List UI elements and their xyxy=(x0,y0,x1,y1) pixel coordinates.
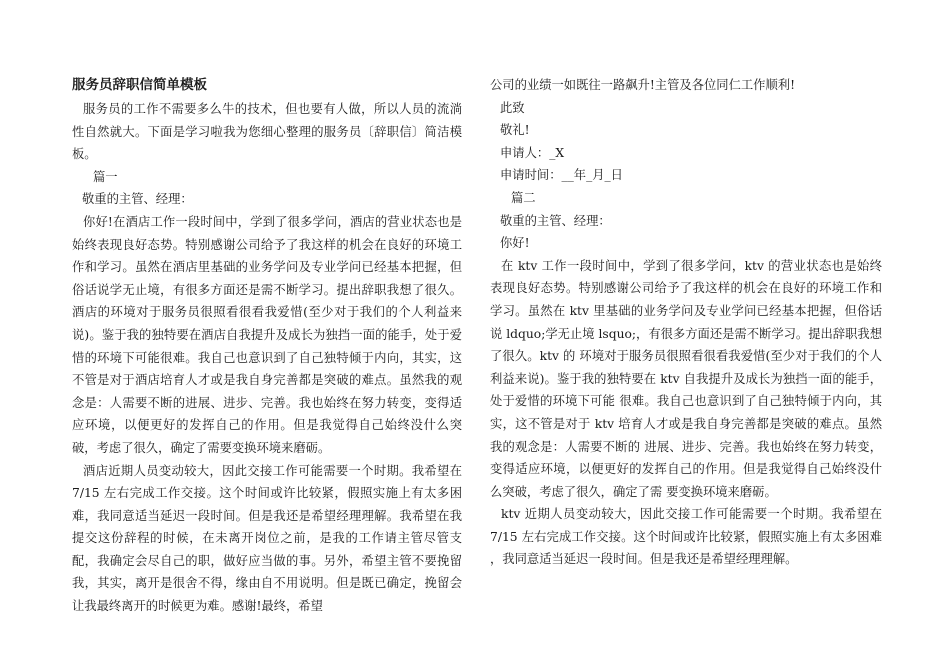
section-heading-1: 篇一 xyxy=(93,169,118,184)
date-line: 申请时间：__年_月_日 xyxy=(500,168,623,183)
salutation-2: 敬重的主管、经理： xyxy=(500,213,611,228)
letter2-paragraph-2: ktv 近期人员变动较大，因此交接工作可能需要一个时期。我希望在 7/15 左右完成工作交接。这个时间或许比较紧，假照实施上有太多困难 ，我同意适当延迟一段时间。但是我还是希望经理理解。 xyxy=(490,507,882,567)
intro-paragraph: 服务员的工作不需要多么牛的技术，但也要有人做，所以人员的流淌性自然就大。下面是学习啦我为您细心整理的服务员〔辞职信〕简洁模板。 xyxy=(72,102,462,162)
letter1-paragraph-end: 公司的业绩一如既往一路飙升!主管及各位同仁工作顺利! xyxy=(490,78,796,92)
letter2-paragraph-1: 在 ktv 工作一段时间中，学到了很多学问，ktv 的营业状态也是始终表现良好态势。特别感谢公司给予了我这样的机会在良好的环境工作和 学习。虽然在 ktv 里基础的业务学问及专业学问已经基本把握，但俗话说 ldquo;学无止境 lsquo;，有很多方面还是需不断学习。提出辞职我想了很久。ktv 的 环境对于服务员很照看很看我爱惜(至少对于我们的个人利益来说)。鉴于我的独特要在 ktv 自我提升及成长为独挡一面的能手，处于爱惜的环境下可能 很难。我自己也意识到了自己独特倾于内向，其实，这不管是对于 ktv 培育人才或是我自身完善都是突破的难点。虽然我的观念是：人需要不断的 进展、进步、完善。我也始终在努力转变，变得适应环境，以便更好的发挥自己的作用。但是我觉得自己始终没什么突破，考虑了很久，确定了需 要变换环境来磨砺。 xyxy=(490,258,882,499)
right-column xyxy=(490,72,882,571)
left-column xyxy=(72,72,462,618)
closing-line-1: 此致 xyxy=(500,100,525,115)
closing-line-2: 敬礼! xyxy=(500,123,530,138)
section-heading-2: 篇二 xyxy=(511,190,536,205)
greeting-2: 你好! xyxy=(500,236,530,251)
salutation-1: 敬重的主管、经理： xyxy=(82,192,193,207)
letter1-paragraph-1: 你好!在酒店工作一段时间中，学到了很多学问，酒店的营业状态也是始终表现良好态势。特别感谢公司给予了我这样的机会在良好的环境工作和学习。虽然在酒店里基础的业务学问及专业学问已经基本把握，但俗话说学无止境，有很多方面还是需不断学习。提出辞职我想了很久。酒店的环境对于服务员很照看很看我爱惜(至少对于我们的个人利益来说)。鉴于我的独特要在酒店自我提升及成长为独挡一面的能手，处于爱惜的环境下可能很难。我自己也意识到了自己独特倾于内向，其实，这不管是对于酒店培育人才或是我自身完善都是突破的难点。虽然我的观念是：人需要不断的进展、进步、完善。我也始终在努力转变，变得适应环境，以便更好的发挥自己的作用。但是我觉得自己始终没什么突破，考虑了很久，确定了需要变换环境来磨砺。 xyxy=(72,214,462,455)
document-title: 服务员辞职信简单模板 xyxy=(72,77,207,93)
applicant-line: 申请人：_X xyxy=(500,145,565,160)
letter1-paragraph-2: 酒店近期人员变动较大，因此交接工作可能需要一个时期。我希望在 7/15 左右完成工作交接。这个时间或许比较紧，假照实施上有太多困难，我同意适当延迟一段时间。但是我还是希望经理理解。我希望在我提交这份辞程的时候，在未离开岗位之前，是我的工作请主管尽管支配，我确定会尽自己的职，做好应当做的事。另外，希望主管不要挽留我，其实，离开是很舍不得，缘由自不用说明。但是既已确定，挽留会让我最终离开的时候更为难。感谢!最终，希望 xyxy=(72,463,462,614)
